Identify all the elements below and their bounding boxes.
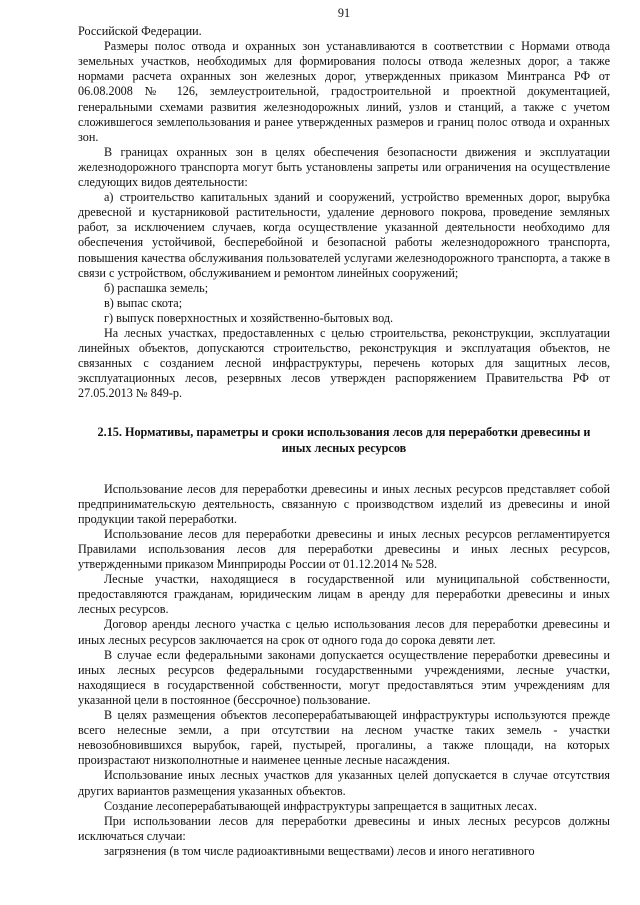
paragraph: Лесные участки, находящиеся в государственной или муниципальной собственности, предоставляются гражданам, юридическим лицам в аренду для переработки древесины и иных лесных ресурсов. [78,572,610,617]
page-number: 91 [337,6,351,20]
list-item: б) распашка земель; [104,280,209,295]
section-heading-line: 2.15. Нормативы, параметры и сроки использования лесов для переработки древесины и [97,425,591,440]
paragraph: Использование лесов для переработки древесины и иных лесных ресурсов представляет собой предпринимательскую деятельность, связанную с производством изделий из древесины и иной продукции такой переработки. [78,481,610,526]
paragraph: Договор аренды лесного участка с целью использования лесов для переработки древесины и иных лесных ресурсов заключается на срок от одного года до сорока девяти лет. [78,617,610,647]
paragraph: загрязнения (в том числе радиоактивными веществами) лесов и иного негативного [104,843,535,858]
paragraph: В случае если федеральными законами допускается осуществление переработки древесины и иных лесных ресурсов федеральными государственными учреждениями, лесные участки, находящиеся в государственной собственности, могут предоставляться этим учреждениям для указанной цели в постоянное (бессрочное) пользование. [78,647,610,707]
paragraph: На лесных участках, предоставленных с целью строительства, реконструкции, эксплуатации линейных объектов, допускаются строительство, реконструкция и эксплуатация объектов, не связанных с созданием лесной инфраструктуры, перечень которых для защитных лесов, эксплуатационных лесов, резервных лесов утвержден распоряжением Правительства РФ от 27.05.2013 № 849-р. [78,325,610,401]
paragraph: Размеры полос отвода и охранных зон устанавливаются в соответствии с Нормами отвода земельных участков, необходимых для формирования полосы отвода железных дорог, а также нормами расчета охранных зон железных дорог, утвержденных приказом Минтранса РФ от 06.08.2008 № 126, землеустроительной, градостроительной и проектной документацией, генеральными схемами развития железнодорожных линий, узлов и станций, а также с учетом сложившегося землепользования и ранее утвержденных размеров и границ полос отвода и охранных зон. [78,39,610,144]
list-item: г) выпуск поверхностных и хозяйственно-бытовых вод. [104,310,394,325]
paragraph: Создание лесоперерабатывающей инфраструктуры запрещается в защитных лесах. [104,798,537,813]
paragraph: В целях размещения объектов лесоперерабатывающей инфраструктуры используются прежде всего нелесные земли, а при отсутствии на лесном участке таких земель - участки невозобновившихся вырубок, гарей, пустырей, прогалины, а также площади, на которых произрастают низкополнотные и наименее ценные лесные насаждения. [78,708,610,768]
list-item: в) выпас скота; [104,295,183,310]
section-heading-line: иных лесных ресурсов [281,440,407,455]
paragraph: Российской Федерации. [78,24,202,39]
paragraph: Использование лесов для переработки древесины и иных лесных ресурсов регламентируется Правилами использования лесов для переработки древесины и иных лесных ресурсов, утвержденными приказом Минприроды России от 01.12.2014 № 528. [78,526,610,572]
section-heading [78,425,610,455]
paragraph: Использование иных лесных участков для указанных целей допускается в случае отсутствия других вариантов размещения указанных объектов. [78,768,610,798]
paragraph: В границах охранных зон в целях обеспечения безопасности движения и эксплуатации железнодорожного транспорта могут быть установлены запреты или ограничения на осуществление следующих видов деятельности: [78,144,610,190]
list-item: а) строительство капитальных зданий и сооружений, устройство временных дорог, вырубка древесной и кустарниковой растительности, удаление дернового покрова, проведение земляных работ, за исключением случаев, когда осуществление указанной деятельности необходимо для обеспечения устойчивой, бесперебойной и безопасной работы железнодорожного транспорта, повышения качества обслуживания пользователей услугами железнодорожного транспорта, а также в связи с устройством, обслуживанием и ремонтом линейных сооружений; [78,190,610,280]
paragraph: При использовании лесов для переработки древесины и иных лесных ресурсов должны исключаться случаи: [78,813,610,843]
